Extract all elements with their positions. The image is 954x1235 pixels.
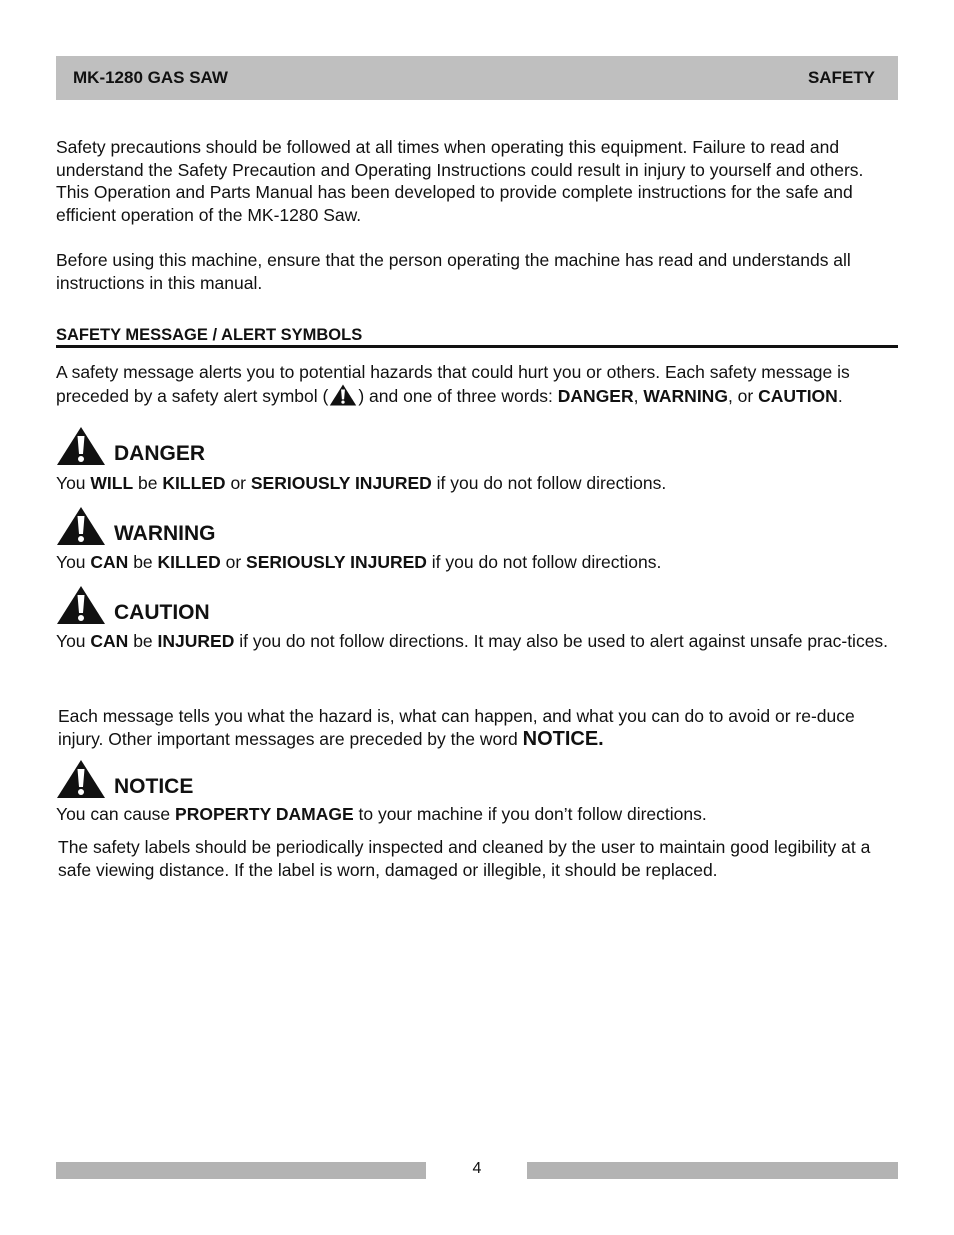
intro-paragraph-2: Before using this machine, ensure that the person operating the machine has read and understands all instructions in this manual. <box>56 250 851 293</box>
alert-triangle-icon <box>56 506 106 546</box>
alert-triangle-icon <box>56 585 106 625</box>
caution-heading <box>56 581 210 625</box>
notice-text: You can cause PROPERTY DAMAGE to your machine if you don’t follow directions. <box>56 804 707 824</box>
header-bar <box>56 56 898 100</box>
message-paragraph: Each message tells you what the hazard is, what can happen, and what you can do to avoid or re-duce injury. Other important messages are preceded by the word NOTICE. <box>58 706 855 750</box>
footer-bar-right <box>527 1162 898 1179</box>
intro-paragraph-1: Safety precautions should be followed at all times when operating this equipment. Failure to read and understand the Safety Precaution and Operating Instructions could result in injury to yourself and others. This Operation and Parts Manual has been developed to provide complete instructions for the safe and efficient operation of the MK-1280 Saw. <box>56 137 864 225</box>
notice-title: NOTICE <box>114 775 194 798</box>
notice-heading <box>56 755 193 799</box>
header-section: SAFETY <box>807 68 875 87</box>
warning-text: You CAN be KILLED or SERIOUSLY INJURED if you do not follow directions. <box>56 552 662 572</box>
danger-title: DANGER <box>114 442 206 465</box>
alert-triangle-icon <box>56 759 106 799</box>
caution-text: You CAN be INJURED if you do not follow directions. It may also be used to alert against unsafe prac-tices. <box>56 631 889 651</box>
warning-title: WARNING <box>114 522 216 545</box>
alert-triangle-icon <box>56 426 106 466</box>
section-heading: SAFETY MESSAGE / ALERT SYMBOLS <box>56 326 898 348</box>
caution-title: CAUTION <box>114 601 210 624</box>
danger-heading <box>56 422 205 466</box>
labels-paragraph: The safety labels should be periodically inspected and cleaned by the user to maintain good legibility at a safe viewing distance. If the label is worn, damaged or illegible, it should be replaced. <box>58 837 871 880</box>
alert-description: A safety message alerts you to potential hazards that could hurt you or others. Each safety message is preceded by a safety alert symbol ( ) and one of three words: DANGER, WARNING, or CAUTION. <box>56 362 850 406</box>
danger-text: You WILL be KILLED or SERIOUSLY INJURED if you do not follow directions. <box>56 473 667 493</box>
warning-heading <box>56 502 216 546</box>
alert-triangle-icon <box>328 384 358 406</box>
footer-bar-left <box>56 1162 426 1179</box>
page-number: 4 <box>472 1160 482 1177</box>
header-title: MK-1280 GAS SAW <box>73 68 228 87</box>
